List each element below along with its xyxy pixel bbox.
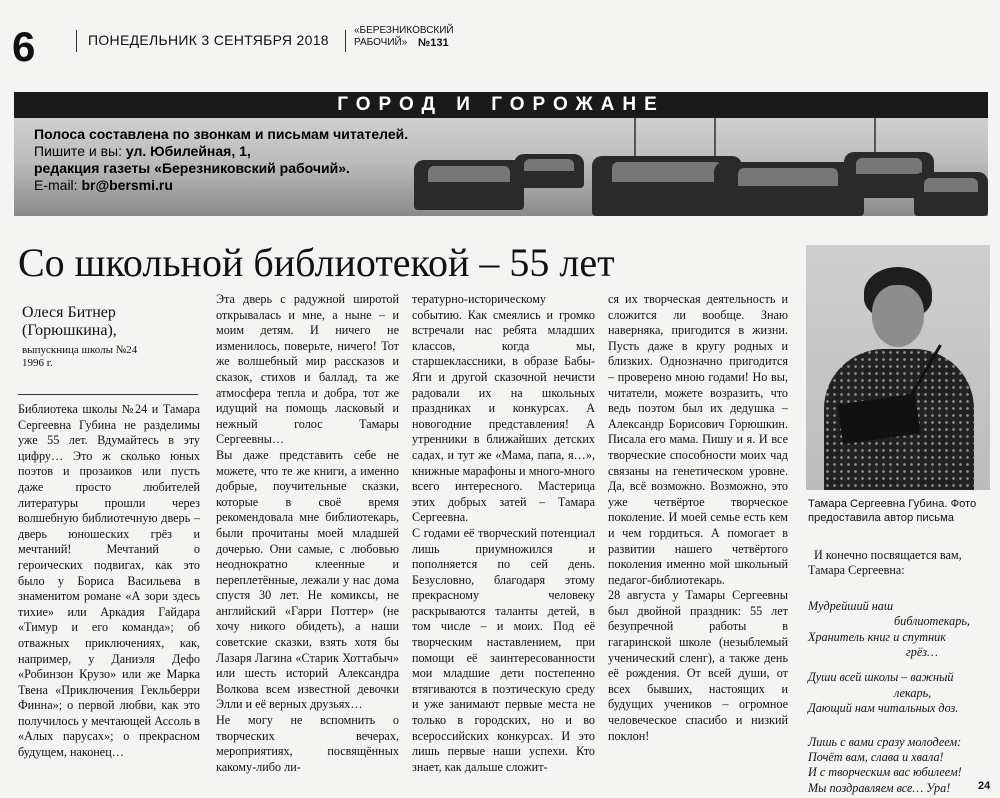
poem-stanza: [808, 599, 996, 661]
issue-number: №131: [418, 37, 449, 49]
paragraph: С годами её творческий потенциал лишь приумножился и пополняется по сей день. Безусловно, благодаря этому прекрасному человеку раскрываются таланты детей, в том числе – и моих. Под её творческим наставлением, при помощи её заинтересованности мои младшие дети постепенно втягиваются в поэтическую среду и уже занимают первые места не только в городских, но и во всероссийских конкурсах. И это лишь первые наши успехи. Кто знает, как дальше сложит-: [412, 525, 595, 774]
poem-line: библиотекарь,: [894, 614, 970, 629]
car-image: [914, 172, 988, 216]
newspaper-name-line2: РАБОЧИЙ»: [354, 37, 408, 48]
paragraph: ся их творческая деятельность и сложится ли вообще. Знаю наверняка, пригодится в жизни. Пусть даже в кругу родных и близких. Однозначно пригодится – проверено мною годами! Но вы, читатели, можете возразить, что ведь поэтом был их дедушка – Александр Борисович Горюшкин. Писала его мама. Пишу и я. И все творческие способности моих чад связаны на генетическом уровне. Да, всё возможно. Возможно, это уже четвёртое творческое поколение. И моей семье есть кем и чем гордиться. А помогает в развитии нашего четвёртого поколения именно мой школьный педагог-библиотекарь.: [608, 292, 788, 587]
poem-line: Хранитель книг и спутник: [808, 629, 946, 644]
poem-stanza: [808, 735, 996, 797]
article-column-4: [608, 292, 788, 782]
portrait-photo: [806, 245, 990, 490]
poem-intro-line2: Тамара Сергеевна:: [808, 563, 905, 578]
section-banner: [14, 92, 988, 216]
poem-line: Дающий нам читальных доз.: [808, 701, 959, 716]
poem-line: И с творческим вас юбилеем!: [808, 765, 962, 780]
poem-line: грёз…: [906, 645, 938, 660]
newspaper-name-line1: «БЕРЕЗНИКОВСКИЙ: [354, 25, 454, 36]
author-name-line2: (Горюшкина),: [22, 322, 117, 339]
page-number: 6: [12, 23, 36, 70]
article-column-3: [412, 292, 595, 782]
paragraph: Библиотека школы №24 и Тамара Сергеевна Губина не разделимы уже 55 лет. Вдумайтесь в эту цифру… Это ж сколько юных поэтов и прозаиков или пусть даже просто любителей литературы прошли через волшебную библиотечную дверь – дверь юношеских грёз и мечтаний! Мечтаний о героических подвигах, как это было у Бориса Васильева в знаменитом романе «А зори здесь тихие» или Аркадия Гайдара «Тимур и его команда»; об отважных приключениях, как, например, у Даниэля Дефо «Робинзон Крузо» или же Марка Твена «Приключения Гекльберри Финна»; о первой любви, как это получилось у мечтающей Ассоль в «Алых парусах»; о прекрасном будущем, наконец…: [18, 402, 200, 760]
banner-line1: Полоса составлена по звонкам и письмам читателей.: [34, 126, 409, 142]
header-divider: [76, 30, 77, 52]
photo-face-shape: [872, 285, 924, 347]
author-role-line1: выпускница школы №24: [22, 344, 138, 356]
author-role: [22, 344, 137, 370]
author-name-line1: Олеся Битнер: [22, 304, 116, 321]
banner-line2-prefix: Пишите и вы:: [34, 143, 126, 159]
issue-date: ПОНЕДЕЛЬНИК 3 СЕНТЯБРЯ 2018: [88, 32, 329, 48]
banner-email-label: E-mail:: [34, 177, 82, 193]
author-name: [22, 304, 117, 340]
dedication-poem: [808, 548, 996, 796]
corner-badge: 24: [978, 780, 991, 792]
poem-line: Мудрейший наш: [808, 598, 894, 613]
article-column-2: [216, 292, 399, 782]
banner-contact-info: [34, 126, 408, 194]
car-image: [414, 160, 524, 210]
poem-line: Лишь с вами сразу молодеем:: [808, 734, 962, 749]
banner-email[interactable]: br@bersmi.ru: [81, 177, 173, 193]
paragraph: Эта дверь с радужной широтой открывалась и мне, а ныне – и моим детям. И ничего не изменилось, поверьте, ничего! Тот же волшебный мир рассказов и сказок, стихов и баллад, та же атмосфера тепла и добра, тот же идущий на помощь ласковый и нежный голос Тамары Сергеевны…: [216, 292, 399, 447]
banner-address: ул. Юбилейная, 1,: [125, 143, 251, 159]
poem-line: Почёт вам, слава и хвала!: [808, 750, 944, 765]
section-title: ГОРОД И ГОРОЖАНЕ: [14, 92, 988, 118]
paragraph: Вы даже представить себе не можете, что те же книги, а именно добрые, поучительные сказки, которые в своё время рекомендовала мне библиотекарь, были прочитаны моей младшей дочерью. Они самые, с любовью неоднократно клеенные и переплетённые, лежали у нас дома спустя 30 лет. Не комиксы, не английский «Гарри Поттер» (не хочу никого обидеть), а наши советские сказки, взять хотя бы Лазаря Лагина «Старик Хоттабыч» или шесть историй Александра Волкова всем известной девочки Элли и её верных друзьях…: [216, 447, 399, 712]
poem-intro: [808, 548, 996, 579]
poem-line: лекарь,: [894, 685, 932, 700]
photo-caption: Тамара Сергеевна Губина. Фото предоставила автор письма: [808, 498, 977, 524]
poem-stanza: [808, 670, 996, 716]
article-column-1: [18, 402, 200, 782]
paragraph: тературно-историческому событию. Как смеялись и громко встречали нас ребята младших классов, когда мы, старшеклассники, в образе Бабы-Яги и другой сказочной нечисти радовали их на школьных праздниках и конкурсах. А новогодние представления! А утренники в ближайших детских садах, и тут же «Мама, папа, я…», книжные марафоны и много-много всего интересного. Мастерица этих добрых затей – Тамара Сергеевна.: [412, 292, 595, 525]
car-image: [514, 154, 584, 188]
car-image: [714, 162, 864, 216]
banner-editorial: редакция газеты «Березниковский рабочий».: [34, 160, 350, 176]
poem-line: Души всей школы – важный: [808, 670, 954, 685]
paragraph: Не могу не вспомнить о творческих вечерах, мероприятиях, посвящённых какому-либо ли-: [216, 713, 399, 774]
paragraph: 28 августа у Тамары Сергеевны был двойной праздник: 55 лет безупречной работы в гагаринской школе (незыблемый ученический сленг), а также день её рождения. От всей души, от всех бывших, настоящих и будущих учеников – огромное человеческое спасибо и низкий поклон!: [608, 588, 788, 743]
article-headline: Со школьной библиотекой – 55 лет: [18, 240, 615, 285]
author-divider: [18, 394, 198, 395]
header-divider: [345, 30, 346, 52]
poem-line: Мы поздравляем все… Ура!: [808, 780, 951, 795]
author-role-line2: 1996 г.: [22, 357, 53, 369]
poem-intro-line1: И конечно посвящается вам,: [814, 548, 962, 562]
